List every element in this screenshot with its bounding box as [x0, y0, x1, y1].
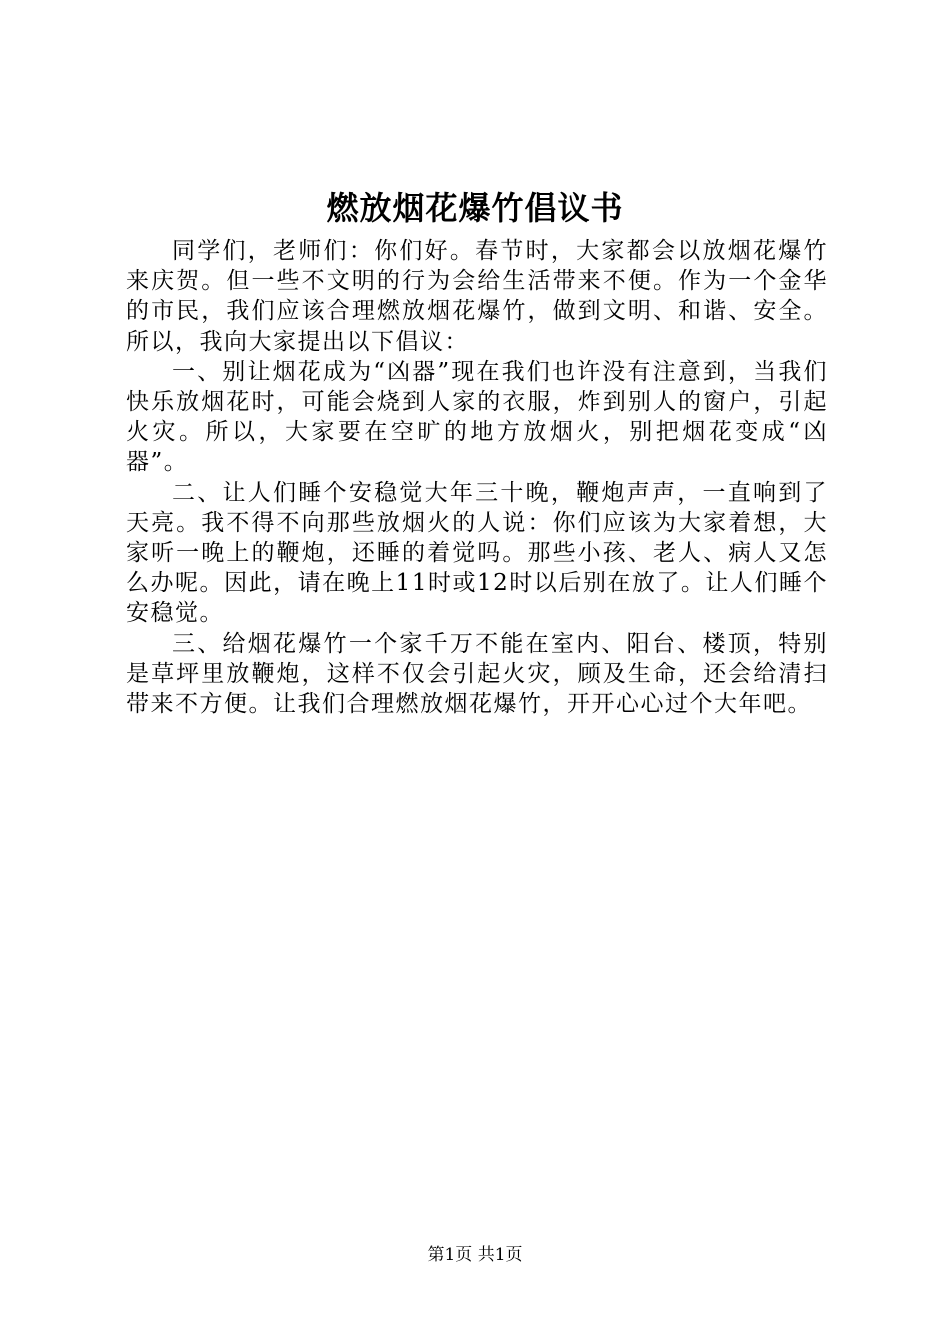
document-body — [126, 236, 828, 719]
paragraph-point-3: 三、给烟花爆竹一个家千万不能在室内、阳台、楼顶，特别是草坪里放鞭炮，这样不仅会引起火灾，顾及生命，还会给清扫带来不方便。让我们合理燃放烟花爆竹，开开心心过个大年吧。 — [126, 630, 828, 718]
document-title: 燃放烟花爆竹倡议书 — [326, 189, 624, 227]
paragraph-intro: 同学们，老师们：你们好。春节时，大家都会以放烟花爆竹来庆贺。但一些不文明的行为会给生活带来不便。作为一个金华的市民，我们应该合理燃放烟花爆竹，做到文明、和谐、安全。所以，我向大家提出以下倡议： — [126, 238, 828, 355]
page-footer: 第1页 共1页 — [427, 1245, 523, 1265]
paragraph-point-1: 一、别让烟花成为“凶器”现在我们也许没有注意到，当我们快乐放烟花时，可能会烧到人家的衣服，炸到别人的窗户，引起火灾。所以，大家要在空旷的地方放烟火，别把烟花变成“凶器”。 — [126, 358, 828, 476]
paragraph-point-2: 二、让人们睡个安稳觉大年三十晚，鞭炮声声，一直响到了天亮。我不得不向那些放烟火的人说：你们应该为大家着想，大家听一晚上的鞭炮，还睡的着觉吗。那些小孩、老人、病人又怎么办呢。因此，请在晚上11时或12时以后别在放了。让人们睡个安稳觉。 — [126, 479, 828, 627]
